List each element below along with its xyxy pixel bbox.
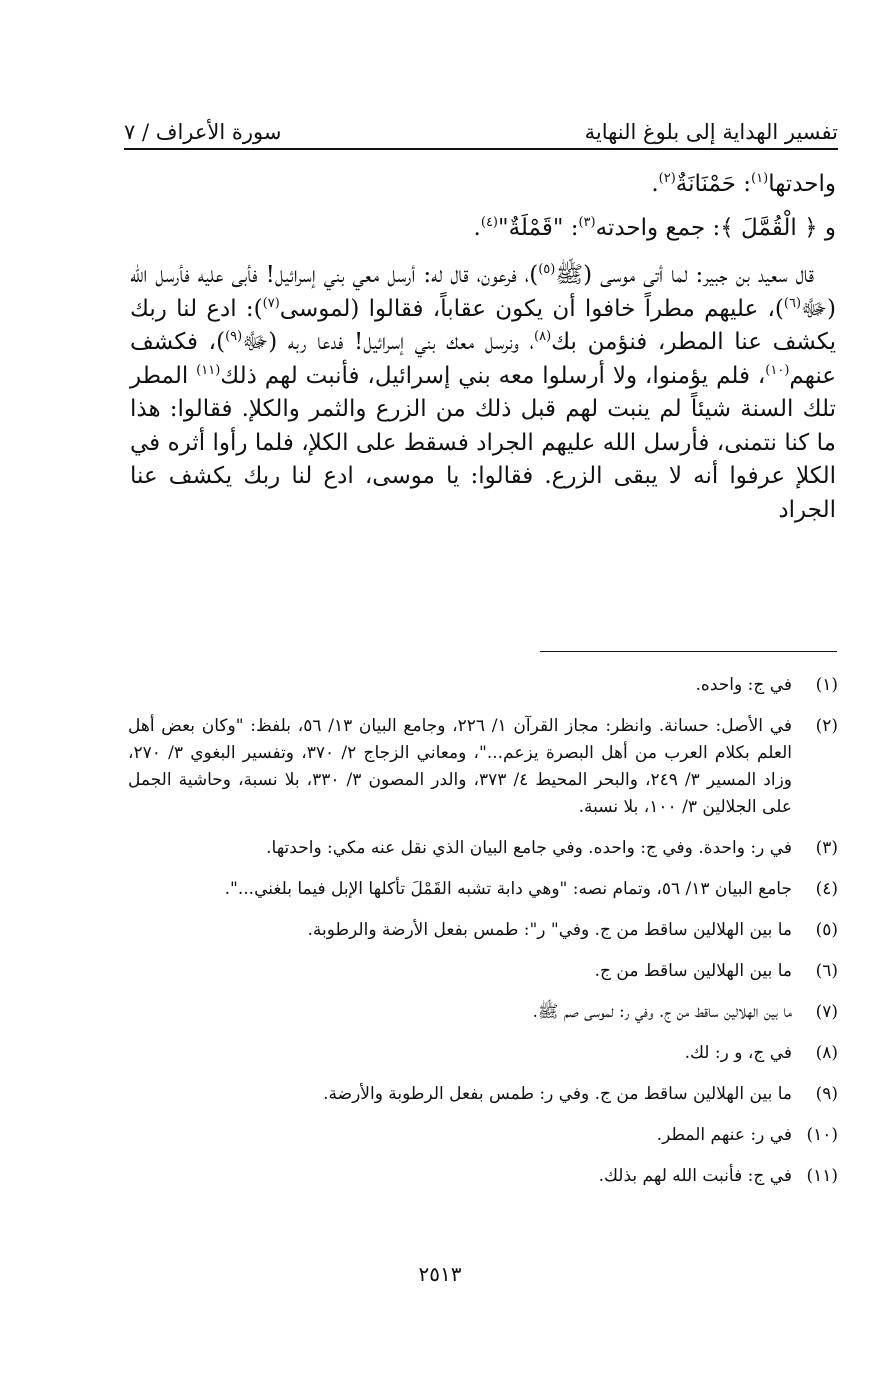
footnote-item [128,1163,838,1190]
footnote-text: في ر: واحدة. وفي ج: واحده. وفي جامع البيان الذي نقل عنه مكي: واحدتها. [266,838,792,858]
footnote-text: ما بين الهلالين ساقط من ج. وفي ر: لموسى صم ﷺ. [532,1002,792,1022]
footnote-ref: (٨) [534,329,552,344]
footnote-item [128,1081,838,1108]
footnote-item [128,672,838,699]
footnote-ref: (٤) [480,214,498,230]
line-text: و ﴿ الْقُمَّلَ ﴾: جمع واحدته [595,214,836,241]
footnote-text: ما بين الهلالين ساقط من ج. [594,961,792,981]
footnote-ref: (٣) [578,214,596,230]
line-text: : "قَمْلَةٌ" [498,214,579,241]
footnote-ref: (٧) [262,295,280,311]
paragraph-text: قال سعيد بن جبير: لما أتى موسى (ﷺ [555,262,814,288]
footnote-text: ما بين الهلالين ساقط من ج. وفي" ر": طمس بفعل الأرضة والرطوبة. [307,920,792,940]
footnote-text: جامع البيان ١٣/ ٥٦، وتمام نصه: "وهي دابة تشبه القَمْلَ تأكلها الإبل فيما بلغني...". [224,879,792,899]
footnote-item [128,999,838,1026]
footnote-number: (٥) [815,920,838,940]
footnote-number: (٩) [815,1084,838,1104]
footnote-text: في ج: واحده. [695,675,792,695]
footnote-number: (٤) [815,879,838,899]
line-text: واحدتها [768,171,836,197]
main-paragraph [130,259,836,527]
footnote-item [128,917,838,944]
book-title: تفسير الهداية إلى بلوغ النهاية [584,120,838,144]
main-line-1 [130,168,836,202]
footnote-item [128,713,838,821]
footnote-text: في ج: فأنبت الله لهم بذلك. [598,1166,792,1186]
header-rule [124,148,838,150]
paragraph-text: المطر تلك السنة شيئاً لم ينبت لهم قبل ذلك من الزرع والثمر والكلإ. فقالوا: هذا ما كنا نتمنى، فأرسل الله عليهم الجراد فسقط على الكلإ، فلما رأوا أثره في الكلإ عرفوا أنه لا يبقى الزرع. فقالوا: يا موسى، ادع لنا ربك يكشف عنا الجراد [130,362,836,523]
running-header [124,100,838,146]
footnote-separator [540,651,837,652]
paragraph-text: )، فكشف عنهم [130,329,836,389]
footnote-number: (٨) [815,1043,838,1063]
footnote-text: في الأصل: حسانة. وانظر: مجاز القرآن ١/ ٢٢٦، وجامع البيان ١٣/ ٥٦، بلفظ: "وكان بعض أهل العلم بكلام العرب من أهل البصرة يزعم..."، ومعاني الزجاج ٢/ ٣٧٠، وتفسير البغوي ٣/ ٢٧٠، وزاد المسير ٣/ ٢٤٩، والبحر المحيط ٤/ ٣٧٣، والدر المصون ٣/ ٣٣٠، بلا نسبة، وحاشية الجمل على الجلالين ٣/ ١٠٠، بلا نسبة. [128,716,792,817]
footnote-ref: (١٠) [765,362,790,378]
line-text: . [651,171,659,197]
paragraph-text: ): ادع لنا ربك يكشف عنا المطر، فنؤمن بك [130,295,837,355]
footnote-text: ما بين الهلالين ساقط من ج. وفي ر: طمس بفعل الرطوبة والأرضة. [323,1084,792,1104]
footnote-text: في ر: عنهم المطر. [656,1125,792,1145]
footnote-ref: (٦) [783,295,802,311]
footnote-number: (٧) [815,1002,838,1022]
footnote-ref: (١) [751,171,769,186]
footnote-item [128,1122,838,1149]
footnote-text: في ج، و ر: لك. [684,1043,792,1063]
footnote-ref: (١١) [196,362,221,378]
paragraph-text: ، فلم يؤمنوا، ولا أرسلوا معه بني إسرائيل، فأنبت لهم ذلك [220,362,766,389]
line-text: . [473,214,481,241]
footnote-item [128,876,838,903]
sura-label: سورة الأعراف / ٧ [124,120,282,144]
footnote-item [128,1040,838,1067]
main-text [130,168,836,527]
paragraph-text: ، ونرسل معك بني إسرائيل! فدعا ربه (ﷻ [242,329,535,355]
footnote-number: (١) [815,675,838,695]
line-text: : حَمْنَانَةٌ [675,171,752,197]
footnote-item [128,835,838,862]
footnote-number: (١١) [806,1166,838,1186]
footnote-number: (٢) [815,716,838,736]
paragraph-text: )، فرعون، قال له: أرسل معي بني إسرائيل! فأبى عليه فأرسل الله (ﷻ [130,262,836,322]
page-number: ٢٥١٣ [418,1262,462,1286]
footnote-number: (٣) [815,838,838,858]
footnote-item [128,958,838,985]
footnotes-list [128,672,838,1204]
footnote-number: (١٠) [806,1125,838,1145]
footnote-ref: (٢) [658,171,676,186]
footnote-ref: (٩) [225,329,243,344]
footnote-number: (٦) [815,961,838,981]
paragraph-text: )، عليهم مطراً خافوا أن يكون عقاباً، فقالوا (لموسى [279,295,784,322]
footnote-ref: (٥) [538,262,556,277]
main-line-2 [130,212,836,246]
